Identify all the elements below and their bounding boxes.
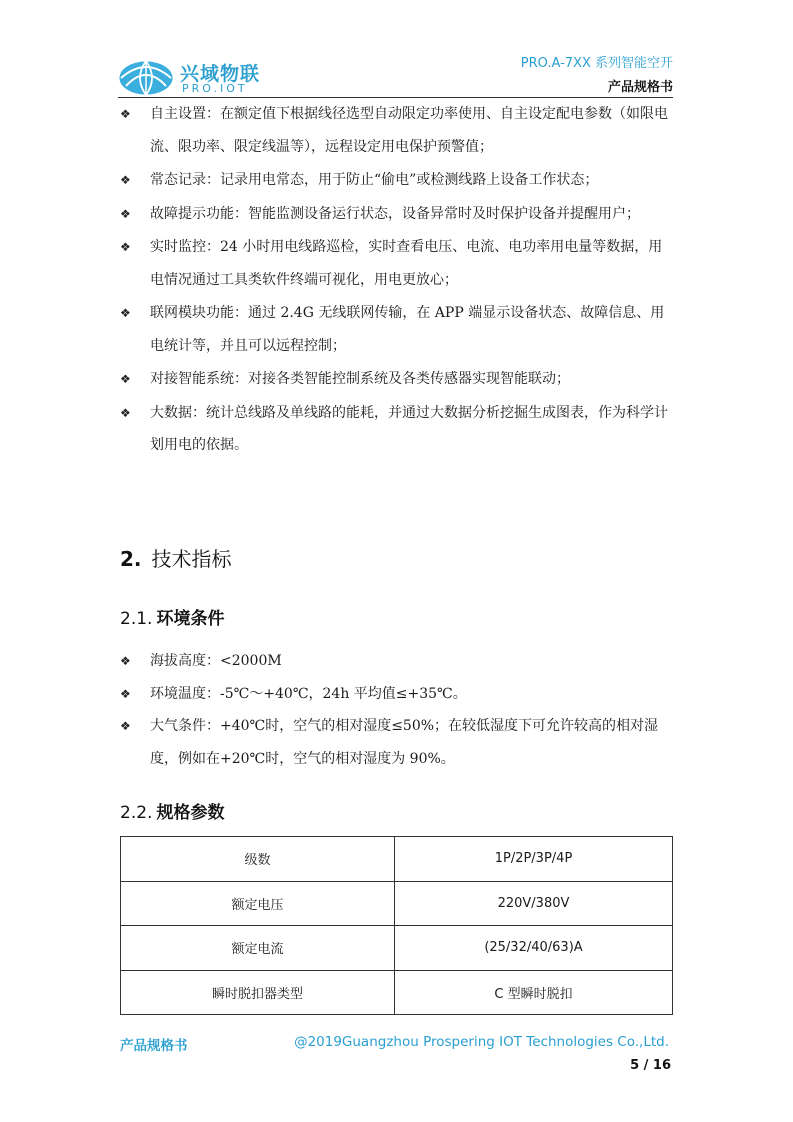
diamond-bullet-icon: ❖ (120, 372, 131, 386)
feature-item (120, 198, 675, 231)
diamond-bullet-icon: ❖ (120, 405, 131, 420)
globe-logo-icon (118, 52, 178, 98)
environment-item (120, 678, 675, 711)
feature-item (120, 297, 675, 362)
footer-doc-type: 产品规格书 (120, 1038, 188, 1054)
spec-label: 瞬时脱扣器类型 (121, 970, 395, 1015)
environment-text: 海拔高度：<2000M (150, 653, 282, 669)
diamond-bullet-icon: ❖ (120, 654, 131, 668)
spec-label: 额定电流 (121, 926, 395, 971)
diamond-bullet-icon: ❖ (120, 240, 131, 254)
feature-text: 故障提示功能：智能监测设备运行状态，设备异常时及时保护设备并提醒用户； (150, 205, 640, 222)
spec-table (120, 836, 673, 1015)
spec-value: 220V/380V (395, 881, 673, 926)
section-2-1-title: 环境条件 (156, 609, 225, 629)
company-logo (118, 52, 288, 98)
environment-item (120, 645, 675, 678)
diamond-bullet-icon: ❖ (120, 686, 131, 701)
feature-item (120, 231, 675, 296)
feature-text: 大数据：统计总线路及单线路的能耗，并通过大数据分析挖掘生成图表，作为科学计划用电的依据。 (150, 404, 668, 453)
header-series-title: PRO.A-7XX 系列智能空开 (520, 56, 673, 71)
footer-copyright: @2019Guangzhou Prospering IOT Technologies Co.,Ltd. (294, 1034, 669, 1050)
section-2-2-number: 2.2. (120, 803, 153, 823)
feature-text: 常态记录：记录用电常态，用于防止“偷电”或检测线路上设备工作状态； (150, 172, 599, 188)
section-2-title: 技术指标 (151, 547, 232, 571)
section-2-heading (120, 543, 232, 572)
section-2-number: 2. (120, 547, 142, 571)
table-row (121, 926, 673, 971)
section-2-1-number: 2.1. (120, 609, 153, 629)
table-row (121, 837, 673, 882)
environment-text: 大气条件：+40℃时，空气的相对湿度≤50%；在较低湿度下可允许较高的相对湿度，例如在+20℃时，空气的相对湿度为 90%。 (150, 718, 659, 767)
feature-item (120, 98, 675, 163)
diamond-bullet-icon: ❖ (120, 206, 131, 221)
feature-item (120, 164, 675, 197)
feature-text: 实时监控：24 小时用电线路巡检，实时查看电压、电流、电功率用电量等数据，用电情况通过工具类软件终端可视化，用电更放心； (150, 239, 663, 288)
table-row (121, 970, 673, 1015)
section-2-2-title: 规格参数 (156, 803, 225, 823)
diamond-bullet-icon: ❖ (120, 107, 131, 121)
header-doc-type: 产品规格书 (607, 80, 673, 95)
feature-item (120, 397, 675, 462)
feature-text: 对接智能系统：对接各类智能控制系统及各类传感器实现智能联动； (150, 371, 570, 387)
table-row (121, 881, 673, 926)
feature-list (120, 98, 675, 463)
spec-label: 级数 (121, 837, 395, 882)
feature-item (120, 363, 675, 396)
diamond-bullet-icon: ❖ (120, 173, 131, 187)
spec-label: 额定电压 (121, 881, 395, 926)
environment-list (120, 645, 675, 775)
section-2-2-heading (120, 798, 224, 823)
spec-value: 1P/2P/3P/4P (395, 837, 673, 882)
spec-value: (25/32/40/63)A (395, 926, 673, 971)
diamond-bullet-icon: ❖ (120, 306, 131, 320)
diamond-bullet-icon: ❖ (120, 719, 131, 733)
logo-english-name: PRO.IOT (182, 82, 248, 95)
environment-item (120, 710, 675, 775)
logo-chinese-name: 兴域物联 (180, 63, 261, 85)
feature-text: 自主设置：在额定值下根据线径选型自动限定功率使用、自主设定配电参数（如限电流、限功率、限定线温等），远程设定用电保护预警值； (150, 106, 668, 155)
environment-text: 环境温度：-5℃～+40℃，24h 平均值≤+35℃。 (150, 685, 467, 702)
feature-text: 联网模块功能：通过 2.4G 无线联网传输，在 APP 端显示设备状态、故障信息、用电统计等，并且可以远程控制； (150, 305, 665, 354)
page-number: 5 / 16 (630, 1058, 671, 1073)
section-2-1-heading (120, 604, 224, 629)
spec-value: C 型瞬时脱扣 (395, 970, 673, 1015)
